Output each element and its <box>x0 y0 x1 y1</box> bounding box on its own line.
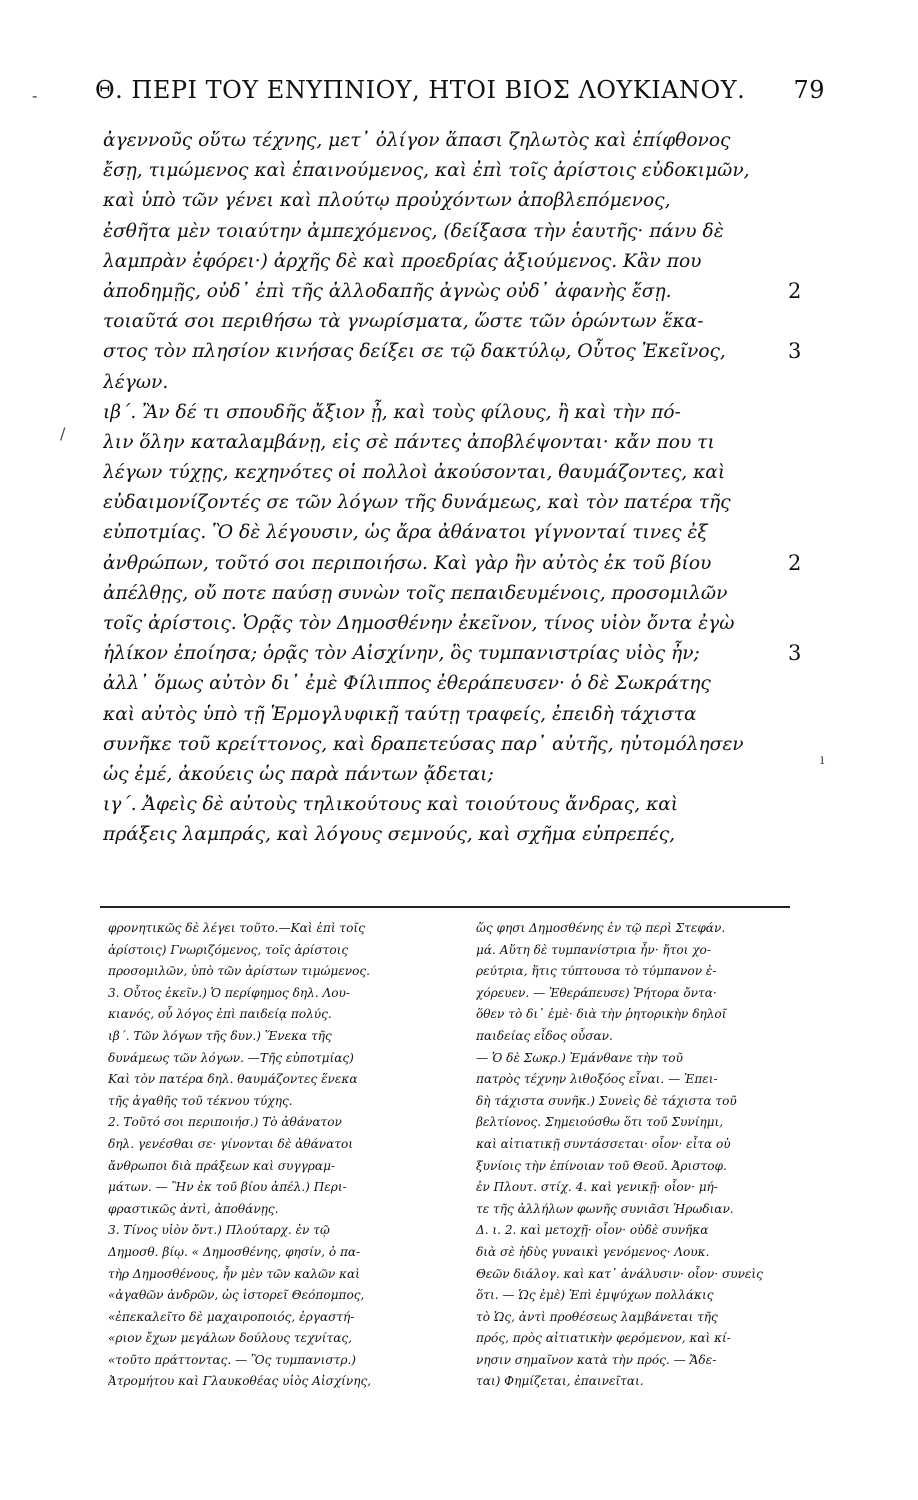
text-line: ἀγεννοῦς οὕτω τέχνης, μετ᾽ ὀλίγον ἅπασι ζηλωτὸς καὶ ἐπίφθονος <box>103 130 731 151</box>
footnote-line: ἐν Πλουτ. στίχ. 4. καὶ γενικῇ· οἷον· μή- <box>476 1180 718 1195</box>
margin-section-number: 3 <box>788 641 802 666</box>
text-line: στος τὸν πλησίον κινήσας δείξει σε τῷ δακτύλῳ, Οὗτος Ἐκεῖνος, <box>103 341 726 363</box>
footnote-line: ξυνίοις τὴν ἐπίνοιαν τοῦ Θεοῦ. Ἀριστοφ. <box>476 1158 727 1173</box>
footnote-rule <box>100 906 790 908</box>
page-number: 79 <box>793 76 825 104</box>
footnote-line: ιβ΄. Τῶν λόγων τῆς δυν.) Ἕνεκα τῆς <box>108 1028 332 1043</box>
text-line: ἀποδημῇς, οὐδ᾽ ἐπὶ τῆς ἀλλοδαπῆς ἀγνὼς οὐδ᾽ ἀφανὴς ἔσῃ. <box>103 280 672 302</box>
text-line: ἀλλ᾽ ὅμως αὐτὸν δι᾽ ἐμὲ Φίλιππος ἐθεράπευσεν· ὁ δὲ Σωκράτης <box>103 673 711 695</box>
text-line: καὶ ὑπὸ τῶν γένει καὶ πλούτῳ προὐχόντων ἀποβλεπόμενος, <box>103 190 671 212</box>
text-line: εὐποτμίας. Ὃ δὲ λέγουσιν, ὡς ἄρα ἀθάνατοι γίγνονταί τινες ἐξ <box>103 522 708 544</box>
footnote-line: μάτων. — Ἢν ἐκ τοῦ βίου ἀπέλ.) Περι- <box>108 1180 347 1195</box>
footnote-line: ὅτι. — Ὡς ἐμὲ) Ἐπὶ ἐμψύχων πολλάκις <box>476 1288 714 1303</box>
text-line: λαμπρὰν ἐφόρει·) ἀρχῆς δὲ καὶ προεδρίας ἀξιούμενος. Κἂν που <box>103 250 702 272</box>
footnote-line: ρεύτρια, ἥτις τύπτουσα τὸ τύμπανον ἐ- <box>476 964 717 979</box>
margin-tick-mark: / <box>60 424 66 443</box>
text-line: λέγων. <box>103 371 169 393</box>
footnote-line: καὶ αἰτιατικῇ συντάσσεται· οἷον· εἶτα οὐ <box>476 1136 731 1151</box>
footnote-line: τε τῆς ἀλλήλων φωνῆς συνιᾶσι Ἡρωδιαν. <box>476 1201 734 1216</box>
footnote-line: προσομιλῶν, ὑπὸ τῶν ἀρίστων τιμώμενος. <box>108 964 370 979</box>
footnote-line: Ἀτρομήτου καὶ Γλαυκοθέας υἱὸς Αἰσχίνης, <box>108 1374 372 1389</box>
text-line: πράξεις λαμπράς, καὶ λόγους σεμνούς, καὶ σχῆμα εὐπρεπές, <box>103 824 676 846</box>
footnote-line: χόρευεν. — Ἐθεράπευσε) Ῥήτορα ὄντα· <box>476 985 717 1000</box>
text-line: συνῆκε τοῦ κρείττονος, καὶ δραπετεύσας παρ᾽ αὐτῆς, ηὐτομόλησεν <box>103 733 744 755</box>
margin-section-number: 2 <box>788 279 802 303</box>
footnote-line: 3. Οὗτος ἐκεῖν.) Ὁ περίφημος δηλ. Λου- <box>108 985 350 1000</box>
footnote-line: «ἀγαθῶν ἀνδρῶν, ὡς ἱστορεῖ Θεόπομπος, <box>108 1288 365 1303</box>
footnote-line: τὴρ Δημοσθένους, ἦν μὲν τῶν καλῶν καὶ <box>108 1266 360 1281</box>
footnote-line: διὰ σὲ ἡδὺς γυναικὶ γενόμενος· Λουκ. <box>476 1244 710 1259</box>
text-line: ἡλίκον ἐποίησα; ὁρᾷς τὸν Αἰσχίνην, ὃς τυμπανιστρίας υἱὸς ἦν; <box>103 643 700 665</box>
text-line: ἔσῃ, τιμώμενος καὶ ἐπαινούμενος, καὶ ἐπὶ τοῖς ἀρίστοις εὐδοκιμῶν, <box>103 160 750 182</box>
text-line: ἀνθρώπων, τοῦτό σοι περιποιήσω. Καὶ γὰρ ἢν αὐτὸς ἐκ τοῦ βίου <box>103 552 712 574</box>
text-line: εὐδαιμονίζοντές σε τῶν λόγων τῆς δυνάμεως, καὶ τὸν πατέρα τῆς <box>103 492 731 514</box>
footnote-line: «ριον ἔχων μεγάλων δούλους τεχνίτας, <box>108 1331 352 1346</box>
footnote-line: μά. Αὕτη δὲ τυμπανίστρια ἦν· ἤτοι χο- <box>476 942 711 957</box>
footnote-line: πατρὸς τέχνην λιθοξόος εἶναι. — Ἐπει- <box>476 1072 718 1087</box>
footnote-line: 2. Τοῦτό σοι περιποιήσ.) Τὸ ἀθάνατον <box>108 1115 342 1130</box>
text-line: ἀπέλθῃς, οὔ ποτε παύσῃ συνὼν τοῖς πεπαιδευμένοις, προσομιλῶν <box>103 582 728 604</box>
footnote-line: τὸ Ὡς, ἀντὶ προθέσεως λαμβάνεται τῆς <box>476 1309 718 1324</box>
margin-dash-mark: - <box>32 86 38 105</box>
text-line: λέγων τύχῃς, κεχηνότες οἱ πολλοὶ ἀκούσονται, θαυμάζοντες, καὶ <box>103 462 726 484</box>
footnotes-right-column <box>476 918 821 1393</box>
footnote-line: 3. Τίνος υἱὸν ὄντ.) Πλούταρχ. ἐν τῷ <box>108 1223 330 1238</box>
footnote-line: Δ. ι. 2. καὶ μετοχῇ· οἷον· οὐδὲ συνῆκα <box>476 1223 709 1238</box>
footnote-line: Καὶ τὸν πατέρα δηλ. θαυμάζοντες ἕνεκα <box>108 1072 358 1087</box>
margin-section-number: 3 <box>788 339 802 364</box>
footnote-line: ἀρίστοις) Γνωριζόμενος, τοῖς ἀρίστοις <box>108 942 349 957</box>
footnote-line: «ἐπεκαλεῖτο δὲ μαχαιροποιός, ἐργαστή- <box>108 1309 355 1324</box>
text-line: ιγ΄. Ἀφεὶς δὲ αὐτοὺς τηλικούτους καὶ τοιούτους ἄνδρας, καὶ <box>103 794 679 816</box>
footnote-line: δὴ τάχιστα συνῆκ.) Συνεὶς δὲ τάχιστα τοῦ <box>476 1093 737 1108</box>
footnote-line: ὥς φησι Δημοσθένης ἐν τῷ περὶ Στεφάν. <box>476 921 726 935</box>
footnote-line: τῆς ἀγαθῆς τοῦ τέκνου τύχης. <box>108 1093 293 1108</box>
footnote-line: φραστικῶς ἀντὶ, ἀποθάνῃς. <box>108 1201 279 1216</box>
footnote-line: δυνάμεως τῶν λόγων. —Τῆς εὐποτμίας) <box>108 1050 354 1065</box>
footnote-line: ται) Φημίζεται, ἐπαινεῖται. <box>476 1374 644 1389</box>
text-line: λιν ὅλην καταλαμβάνῃ, εἰς σὲ πάντες ἀποβλέψονται· κἄν που τι <box>103 431 715 453</box>
running-head <box>95 76 825 104</box>
footnote-line: ὅθεν τὸ δι᾽ ἐμὲ· διὰ τὴν ῥητορικὴν δηλοῖ <box>476 1007 727 1022</box>
page-title: Θ. ΠΕΡΙ ΤΟΥ ΕΝΥΠΝΙΟΥ, ΗΤΟΙ ΒΙΟΣ ΛΟΥΚΙΑΝΟΥ. <box>95 76 746 104</box>
text-line: ιβ΄. Ἂν δέ τι σπουδῆς ἄξιον ᾖ, καὶ τοὺς φίλους, ἢ καὶ τὴν πό- <box>103 401 681 423</box>
main-text <box>103 126 783 851</box>
footnote-line: «τοῦτο πράττοντας. — Ὃς τυμπανιστρ.) <box>108 1352 357 1367</box>
margin-section-number: 2 <box>788 550 802 575</box>
text-line: καὶ αὐτὸς ὑπὸ τῇ Ἑρμογλυφικῇ ταύτῃ τραφείς, ἐπειδὴ τάχιστα <box>103 703 697 725</box>
text-line: τοῖς ἀρίστοις. Ὁρᾷς τὸν Δημοσθένην ἐκεῖνον, τίνος υἱὸν ὄντα ἐγὼ <box>103 613 735 634</box>
footnote-line: Δημοσθ. βίῳ. « Δημοσθένης, φησίν, ὁ πα- <box>108 1244 361 1259</box>
footnote-line: δηλ. γενέσθαι σε· γίνονται δὲ ἀθάνατοι <box>108 1136 354 1151</box>
footnote-line: Θεῶν διάλογ. καὶ κατ᾽ ἀνάλυσιν· οἷον· συνεὶς <box>476 1266 763 1281</box>
footnotes-left-column <box>108 918 453 1393</box>
footnote-line: — Ὁ δὲ Σωκρ.) Ἐμάνθανε τὴν τοῦ <box>476 1050 683 1065</box>
footnote-line: παιδείας εἶδος οὖσαν. <box>476 1028 613 1043</box>
footnote-line: πρός, πρὸς αἰτιατικὴν φερόμενον, καὶ κί- <box>476 1331 731 1346</box>
text-line: τοιαῦτά σοι περιθήσω τὰ γνωρίσματα, ὥστε τῶν ὁρώντων ἕκα- <box>103 311 704 333</box>
footnote-line: νησιν σημαῖνον κατὰ τὴν πρός. — Ἄδε- <box>476 1352 717 1367</box>
footnote-line: κιανός, οὗ λόγος ἐπὶ παιδείᾳ πολύς. <box>108 1007 332 1022</box>
footnote-line: βελτίονος. Σημειούσθω ὅτι τοῦ Συνίημι, <box>476 1115 724 1130</box>
footnote-line: φρονητικῶς δὲ λέγει τοῦτο.—Καὶ ἐπὶ τοῖς <box>108 921 365 935</box>
text-line: ὡς ἐμέ, ἀκούεις ὡς παρὰ πάντων ᾄδεται; <box>103 763 494 785</box>
text-line: ἐσθῆτα μὲν τοιαύτην ἀμπεχόμενος, (δείξασα τὴν ἑαυτῆς· πάνυ δὲ <box>103 220 724 242</box>
margin-tick-mark-right: ı <box>820 752 825 768</box>
footnote-line: ἄνθρωποι διὰ πράξεων καὶ συγγραμ- <box>108 1158 336 1173</box>
